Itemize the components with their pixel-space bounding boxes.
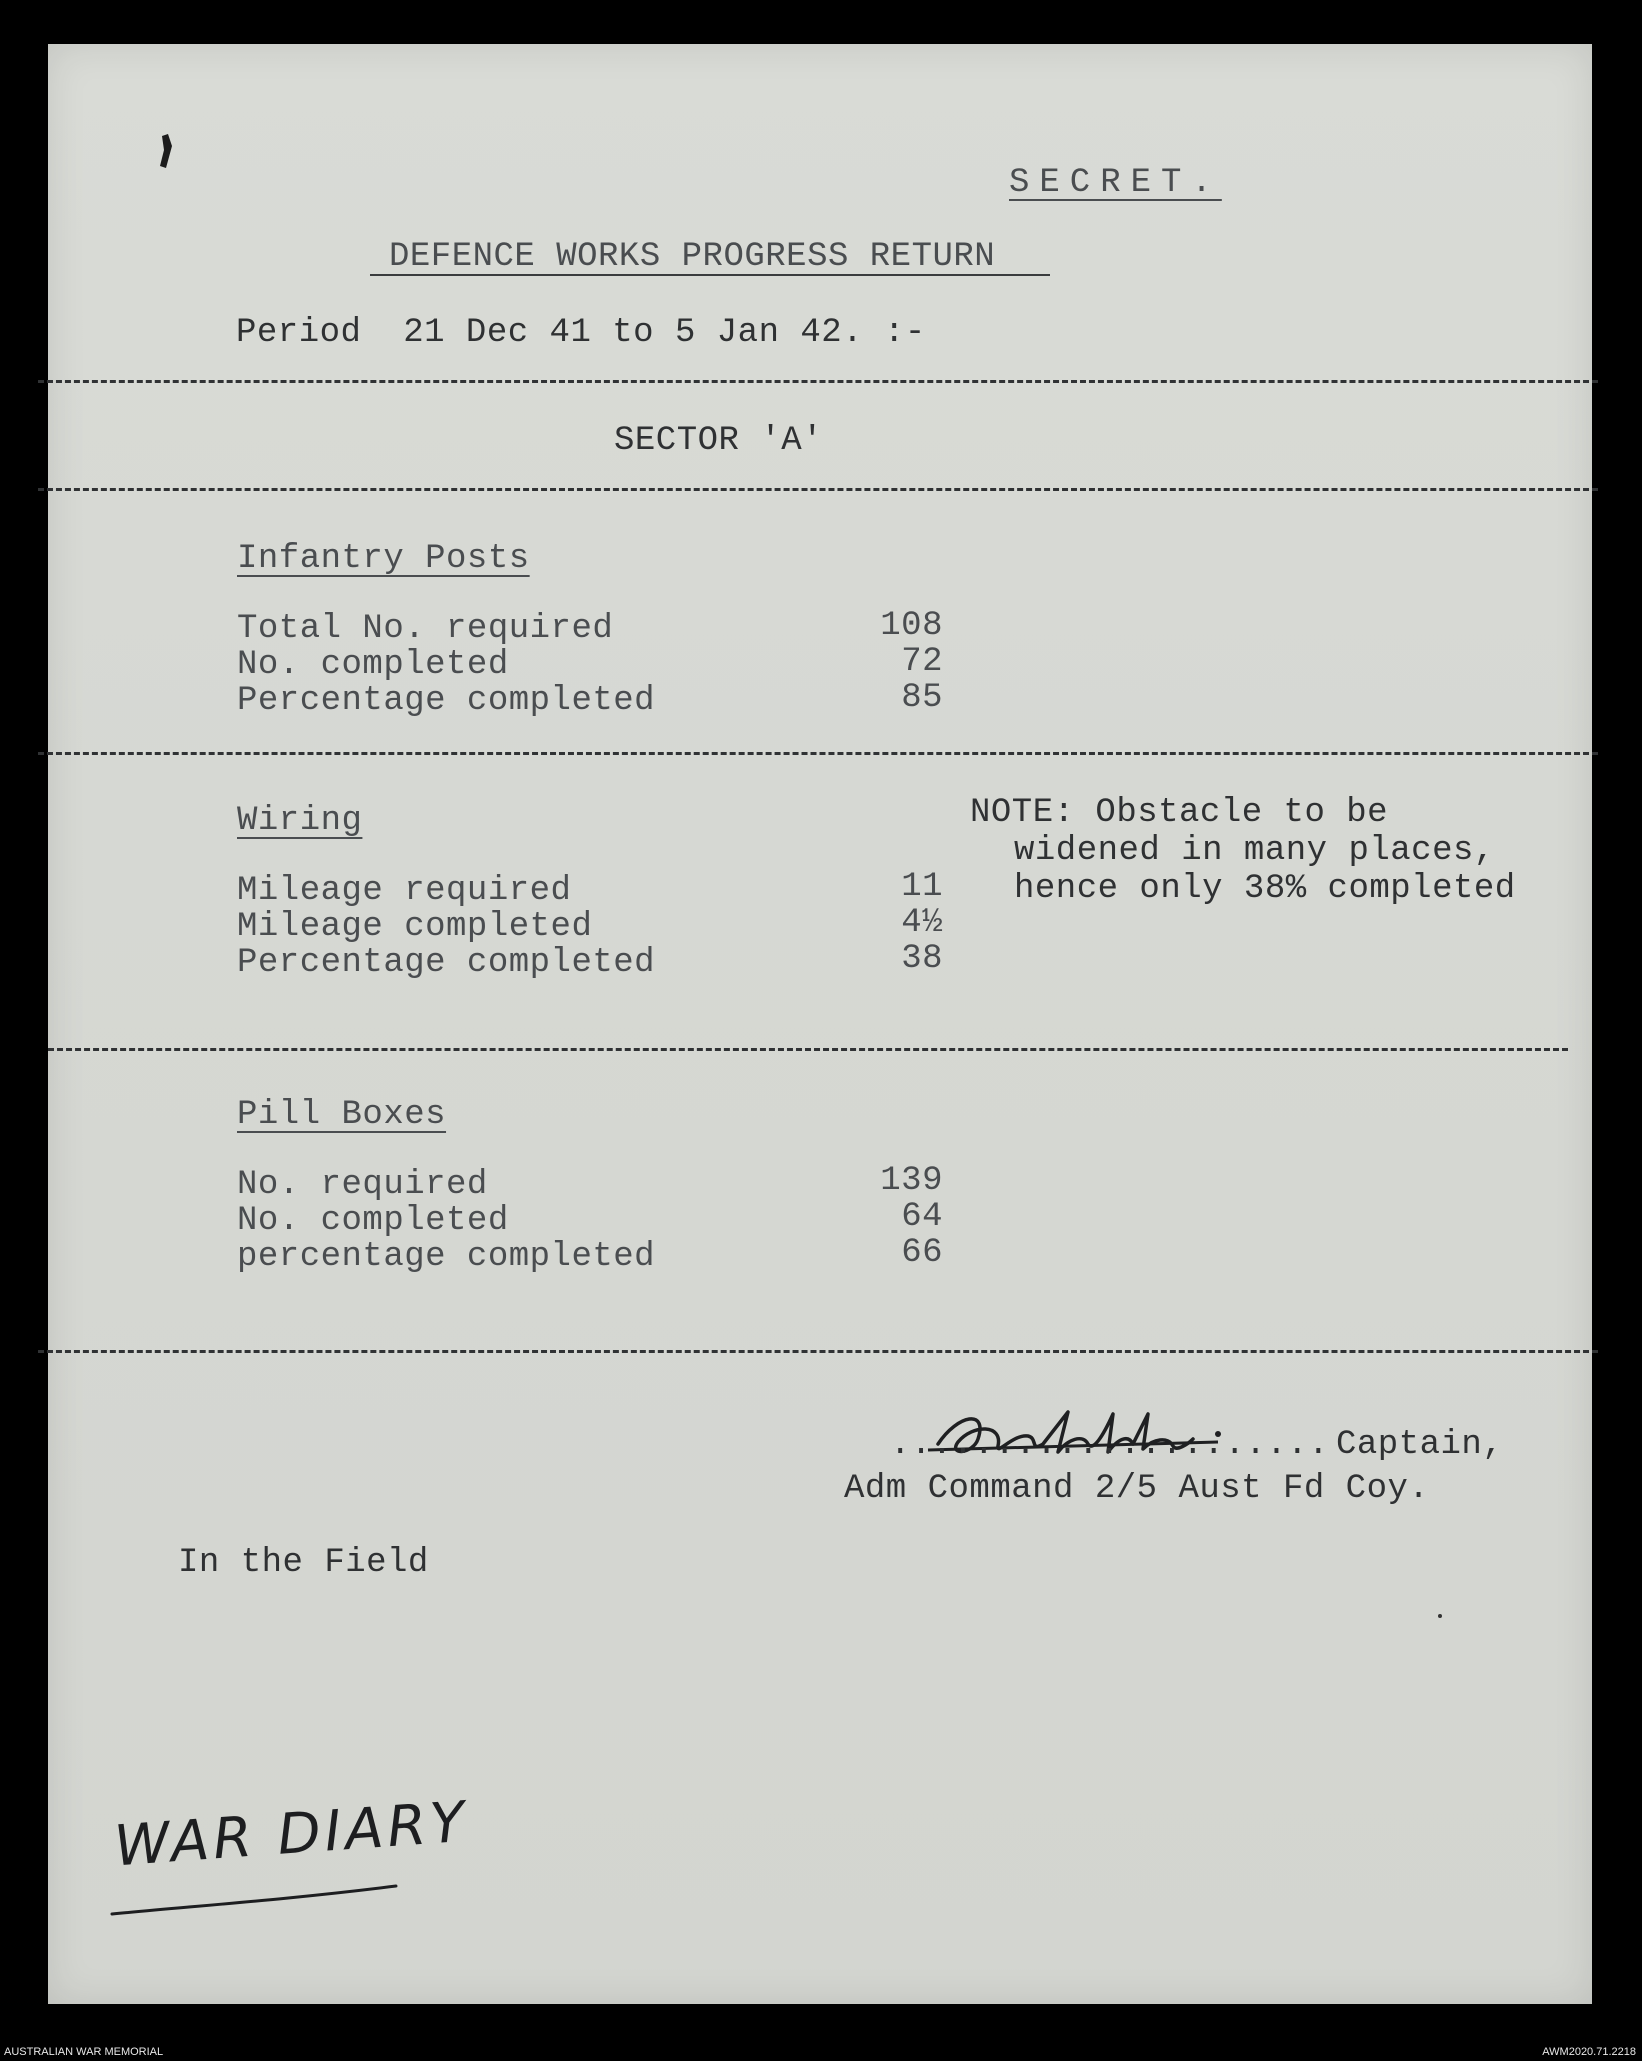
ink-mark: [152, 132, 182, 176]
row-value: 11: [901, 868, 943, 906]
section-heading-pill-boxes: Pill Boxes: [237, 1096, 447, 1134]
row-label: percentage completed: [237, 1238, 656, 1276]
row-value: 66: [901, 1234, 943, 1272]
note-line: widened in many places,: [1014, 832, 1495, 870]
row-label: Total No. required: [237, 610, 614, 648]
divider: [38, 380, 1598, 383]
handwritten-underline: [104, 1872, 404, 1922]
row-value: 72: [901, 643, 943, 681]
divider: [48, 1048, 1568, 1051]
sector-heading: SECTOR 'A': [614, 422, 824, 460]
row-label: No. completed: [237, 1202, 509, 1240]
note-line: hence only 38% completed: [1014, 870, 1516, 908]
divider: [38, 488, 1598, 491]
row-label: Mileage required: [237, 872, 572, 910]
row-value: 38: [901, 940, 943, 978]
section-heading-wiring: Wiring: [237, 802, 363, 840]
signature-dots: .....................: [890, 1426, 1329, 1464]
archive-reference: AWM2020.71.2218: [1542, 2046, 1636, 2058]
divider: [38, 752, 1598, 755]
classification-label: SECRET.: [1009, 164, 1222, 202]
row-label: No. required: [237, 1166, 488, 1204]
title-underline: [370, 274, 1050, 276]
signatory-rank: Captain,: [1336, 1426, 1504, 1464]
row-value: 139: [880, 1162, 943, 1200]
period-line: Period 21 Dec 41 to 5 Jan 42. :-: [236, 314, 926, 352]
row-value: 4½: [901, 904, 943, 942]
row-value: 85: [901, 679, 943, 717]
document-title: DEFENCE WORKS PROGRESS RETURN: [389, 238, 996, 276]
row-label: Mileage completed: [237, 908, 593, 946]
section-heading-infantry-posts: Infantry Posts: [237, 540, 530, 578]
row-label: Percentage completed: [237, 944, 656, 982]
speck: [1438, 1614, 1442, 1618]
handwritten-annotation: WAR DIARY: [112, 1789, 471, 1880]
location-line: In the Field: [178, 1544, 429, 1582]
signatory-unit: Adm Command 2/5 Aust Fd Coy.: [844, 1470, 1430, 1508]
row-value: 64: [901, 1198, 943, 1236]
divider: [38, 1350, 1598, 1353]
row-label: No. completed: [237, 646, 509, 684]
row-value: 108: [880, 607, 943, 645]
document-page: [48, 44, 1592, 2004]
note-line: NOTE: Obstacle to be: [970, 794, 1389, 832]
archive-credit: AUSTRALIAN WAR MEMORIAL: [4, 2046, 164, 2058]
row-label: Percentage completed: [237, 682, 656, 720]
